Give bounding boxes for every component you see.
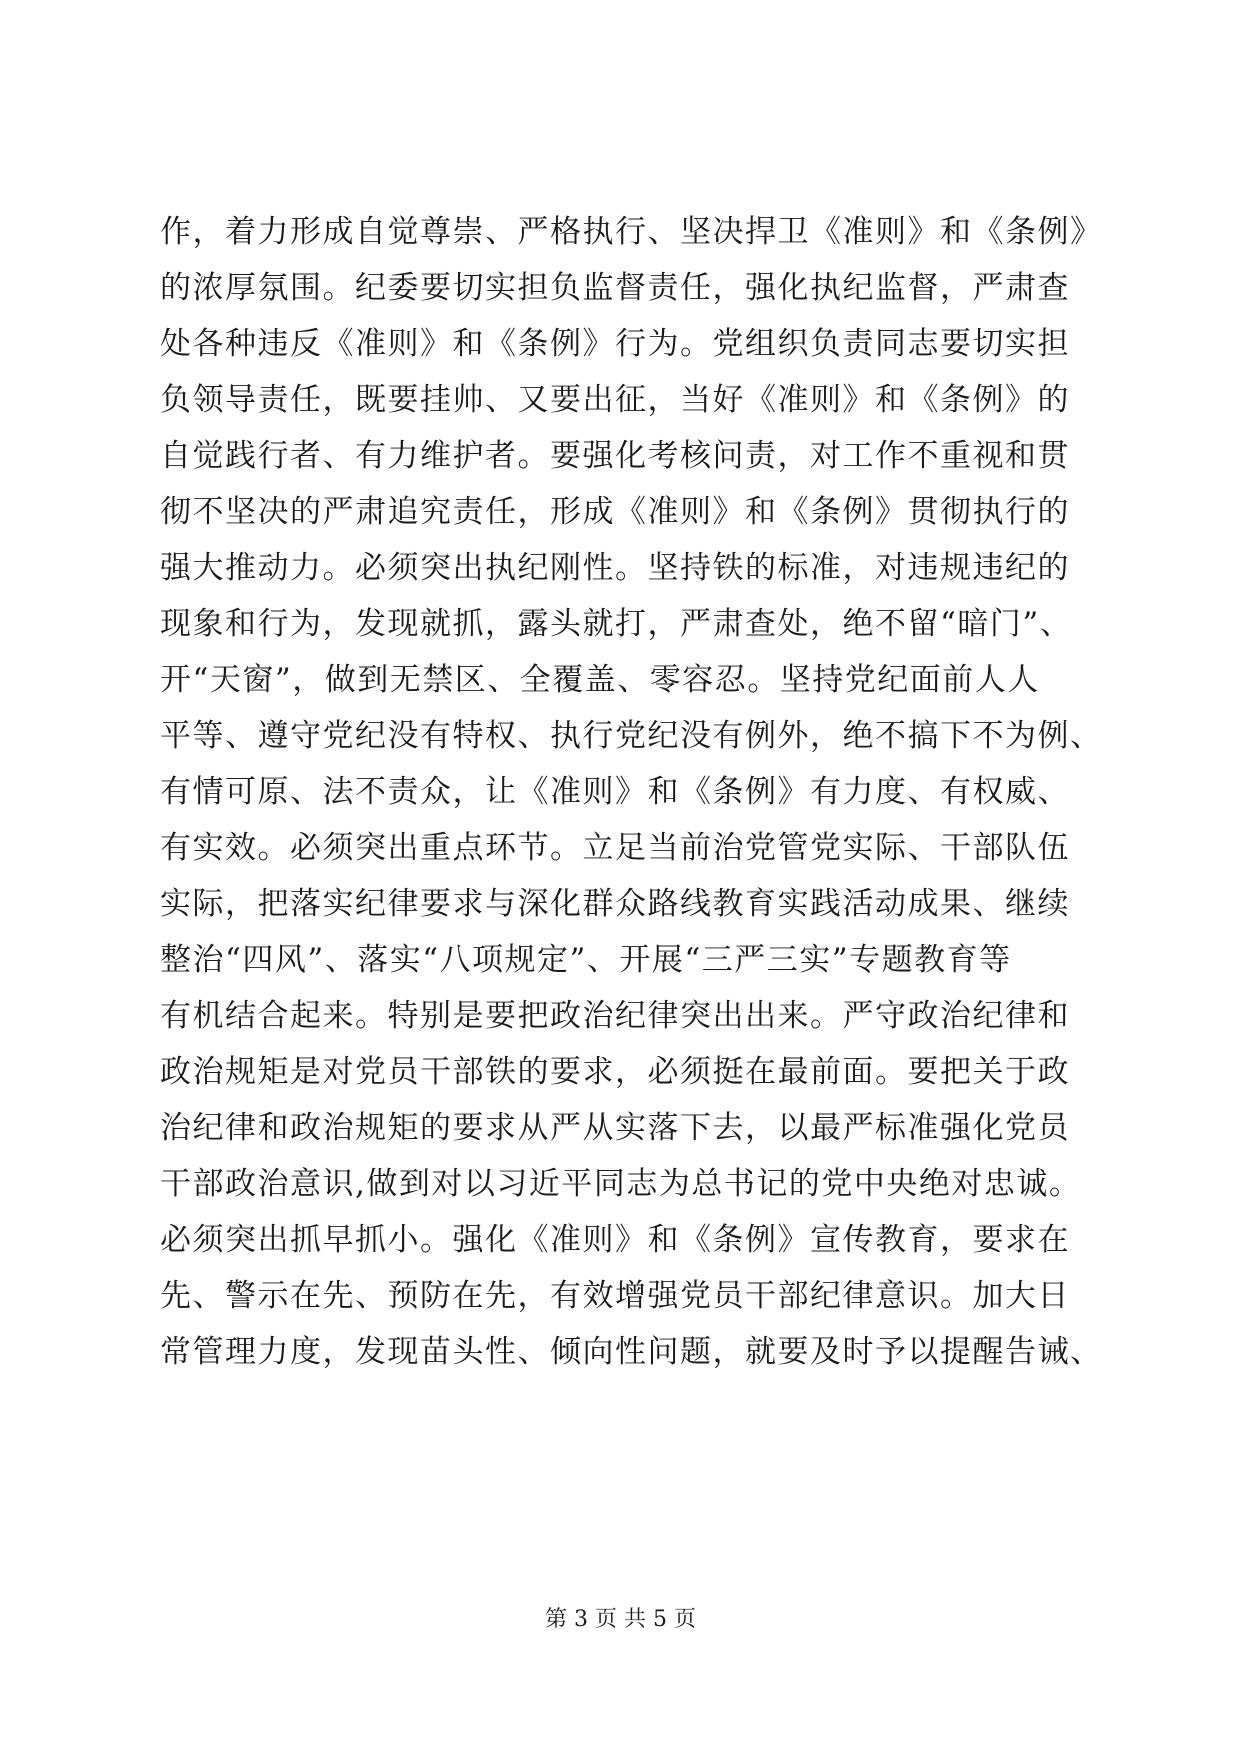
text-line: 政治规矩是对党员干部铁的要求，必须挺在最前面。要把关于政 [160, 1054, 1070, 1090]
text-line: 作，着力形成自觉尊崇、严格执行、坚决捍卫《准则》和《条例》 [160, 214, 1103, 250]
text-line: 现象和行为，发现就抓，露头就打，严肃查处，绝不留“暗门”、 [160, 606, 1073, 642]
text-line: 先、警示在先、预防在先，有效增强党员干部纪律意识。加大日 [160, 1278, 1070, 1314]
text-line: 整治“四风”、落实“八项规定”、开展“三严三实”专题教育等 [160, 942, 1012, 978]
text-line: 开“天窗”，做到无禁区、全覆盖、零容忍。坚持党纪面前人人 [160, 662, 1040, 698]
text-line: 平等、遵守党纪没有特权、执行党纪没有例外，绝不搞下不为例、 [160, 718, 1103, 754]
text-line: 自觉践行者、有力维护者。要强化考核问责，对工作不重视和贯 [160, 438, 1070, 474]
text-line: 常管理力度，发现苗头性、倾向性问题，就要及时予以提醒告诫、 [160, 1334, 1103, 1370]
text-line: 有情可原、法不责众，让《准则》和《条例》有力度、有权威、 [160, 774, 1070, 810]
text-line: 治纪律和政治规矩的要求从严从实落下去，以最严标准强化党员 [160, 1110, 1070, 1146]
text-line: 处各种违反《准则》和《条例》行为。党组织负责同志要切实担 [160, 326, 1070, 362]
page-footer: 第 3 页 共 5 页 [545, 1607, 696, 1632]
text-line: 实际，把落实纪律要求与深化群众路线教育实践活动成果、继续 [160, 886, 1070, 922]
text-line: 有机结合起来。特别是要把政治纪律突出出来。严守政治纪律和 [160, 998, 1070, 1034]
text-line: 干部政治意识,做到对以习近平同志为总书记的党中央绝对忠诚。 [160, 1166, 1082, 1202]
text-line: 的浓厚氛围。纪委要切实担负监督责任，强化执纪监督，严肃查 [160, 270, 1070, 306]
text-line: 必须突出抓早抓小。强化《准则》和《条例》宣传教育，要求在 [160, 1222, 1070, 1258]
text-line: 负领导责任，既要挂帅、又要出征，当好《准则》和《条例》的 [160, 382, 1070, 418]
text-line: 彻不坚决的严肃追究责任，形成《准则》和《条例》贯彻执行的 [160, 494, 1070, 530]
text-line: 强大推动力。必须突出执纪刚性。坚持铁的标准，对违规违纪的 [160, 550, 1070, 586]
text-line: 有实效。必须突出重点环节。立足当前治党管党实际、干部队伍 [160, 830, 1070, 866]
